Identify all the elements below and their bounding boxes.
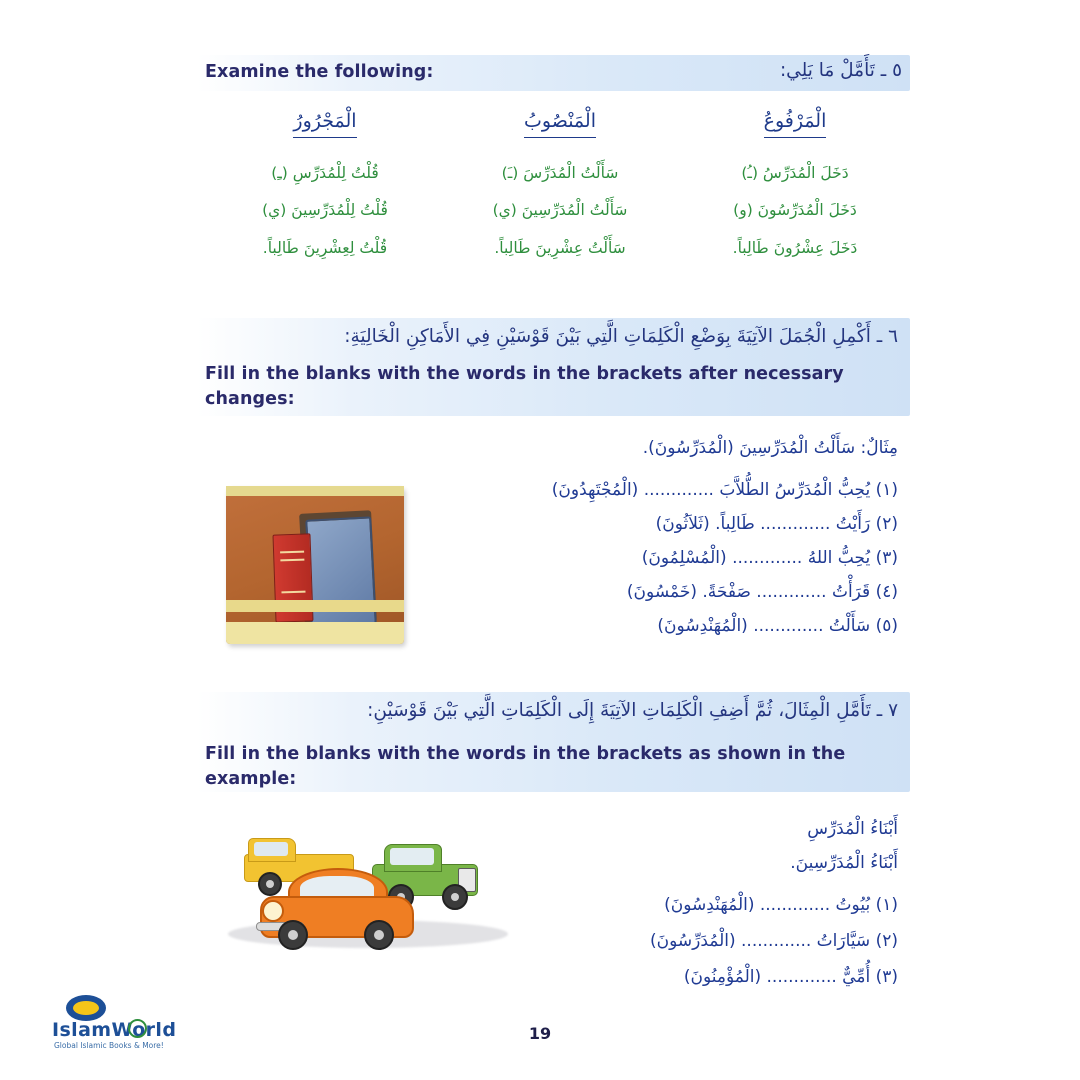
islamworld-logo — [44, 995, 204, 1051]
car-headlight — [262, 900, 284, 922]
column-header-majrur: الْمَجْرُورُ — [293, 110, 356, 138]
table-column-marfu — [680, 110, 910, 258]
list-item: (٢) رَأَيْتُ ............. طَالِباً. (ثَلاَثُونَ) — [655, 514, 898, 534]
section6-example: مِثَالٌ: سَأَلْتُ الْمُدَرِّسِينَ (الْمُدَرِّسُونَ). — [642, 438, 898, 458]
section5-arabic-heading: ٥ ـ تَأَمَّلْ مَا يَلِي: — [779, 60, 902, 81]
list-item: (٤) قَرَأْتُ ............. صَفْحَةً. (خَمْسُونَ) — [626, 582, 898, 602]
table-cell: قُلْتُ لِلْمُدَرِّسِ (ـِ) — [271, 164, 379, 182]
column-header-mansub: الْمَنْصُوبُ — [524, 110, 596, 138]
list-item: (٣) أُمِّيٌّ ............. (الْمُؤْمِنُونَ) — [683, 967, 898, 987]
book-line — [280, 559, 304, 562]
logo-inner-shape — [73, 1001, 99, 1015]
list-item: (٣) يُحِبُّ اللهُ ............. (الْمُسْلِمُونَ) — [641, 548, 898, 568]
table-cell: دَخَلَ الْمُدَرِّسُ (ـُ) — [741, 164, 849, 182]
car-window — [254, 842, 288, 856]
table-cell: قُلْتُ لِلْمُدَرِّسِينَ (ي) — [262, 201, 388, 220]
section7-question-list — [358, 895, 898, 1003]
model-line-2: أَبْنَاءُ الْمُدَرِّسِينَ. — [790, 853, 898, 873]
model-line-1: أَبْنَاءُ الْمُدَرِّسِ — [807, 819, 898, 839]
table-cell: سَأَلْتُ عِشْرِينَ طَالِباً. — [494, 238, 626, 257]
list-item: (٢) سَيَّارَاتُ ............. (الْمُدَرِّسُونَ) — [649, 931, 898, 951]
book-line — [281, 591, 305, 594]
table-cell: سَأَلْتُ الْمُدَرِّسِينَ (ي) — [492, 201, 628, 220]
table-cell: دَخَلَ الْمُدَرِّسُونَ (و) — [733, 201, 857, 220]
section7-english-heading: Fill in the blanks with the words in the brackets as shown in the example: — [205, 744, 846, 790]
car-window — [390, 848, 434, 865]
globe-icon — [128, 1019, 147, 1038]
page-number: 19 — [528, 1024, 552, 1043]
section5-english-heading: Examine the following: — [205, 62, 434, 82]
book-line — [280, 551, 304, 554]
column-header-marfu: الْمَرْفُوعُ — [764, 110, 827, 138]
list-item: (١) يُحِبُّ الْمُدَرِّسُ الطُّلاَّبَ ............. (الْمُجْتَهِدُونَ) — [551, 480, 898, 500]
logo-wordmark: IslamWorld — [52, 1019, 177, 1041]
table-cell: سَأَلْتُ الْمُدَرِّسَ (ـَ) — [501, 164, 619, 182]
section7-arabic-heading: ٧ ـ تَأَمَّلِ الْمِثَالَ، ثُمَّ أَضِفِ الْكَلِمَاتِ الآتِيَةَ إِلَى الْكَلِمَاتِ الَّتِي بَيْنَ قَوْسَيْنِ: — [367, 700, 898, 721]
table-cell: دَخَلَ عِشْرُونَ طَالِباً. — [732, 238, 858, 257]
section7-model-example — [498, 812, 898, 880]
section6-question-list — [358, 480, 898, 650]
table-column-mansub — [445, 110, 675, 258]
logo-tagline: Global Islamic Books & More! — [54, 1041, 164, 1050]
section6-english-heading: Fill in the blanks with the words in the brackets after necessary changes: — [205, 364, 844, 410]
wheel-hub — [288, 930, 298, 940]
section6-arabic-heading: ٦ ـ أَكْمِلِ الْجُمَلَ الآتِيَةَ بِوَضْعِ الْكَلِمَاتِ الَّتِي بَيْنَ قَوْسَيْنِ فِي الأَمَاكِنِ الْخَالِيَةِ: — [344, 326, 898, 347]
grammar-table — [197, 110, 910, 290]
car-wheel — [278, 920, 308, 950]
logo-mark-icon — [66, 995, 106, 1021]
list-item: (١) بُيُوتُ ............. (الْمُهَنْدِسُونَ) — [664, 895, 898, 915]
table-cell: قُلْتُ لِعِشْرِينَ طَالِباً. — [262, 238, 388, 257]
table-column-majrur — [210, 110, 440, 258]
list-item: (٥) سَأَلْتُ ............. (الْمُهَنْدِسُونَ) — [657, 616, 898, 636]
